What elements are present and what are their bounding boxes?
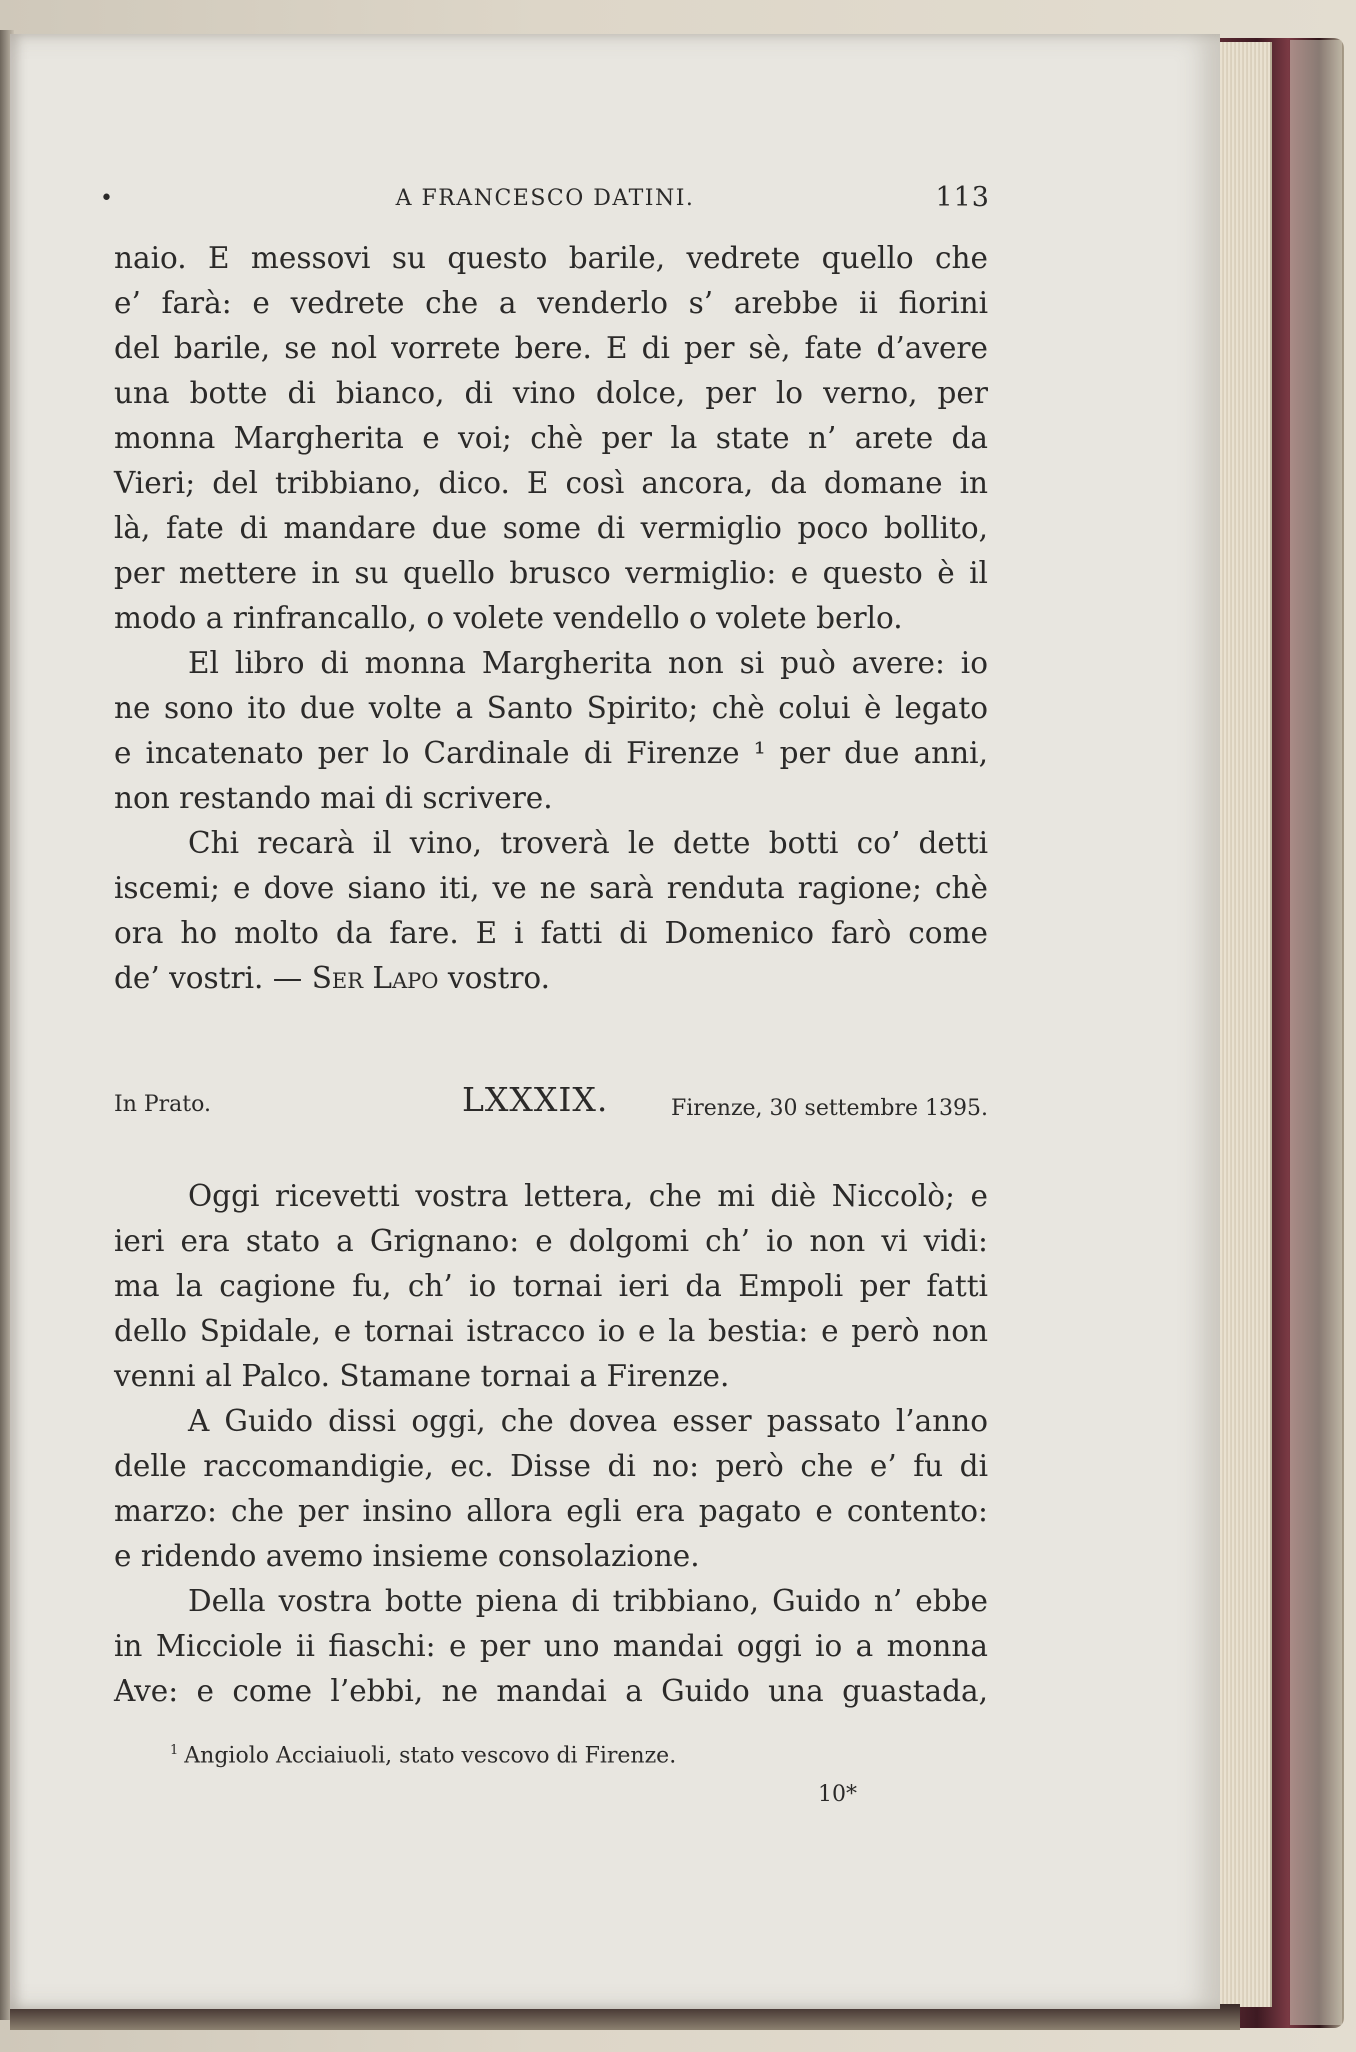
letter-heading: [114, 1080, 988, 1128]
signoff-line: [114, 956, 988, 1001]
signature-mark: 10*: [818, 1782, 857, 1807]
text-line: in Micciole ii fiaschi: e per uno mandai oggi io a monna: [114, 1629, 988, 1663]
text-line: e ridendo avemo insieme consolazione.: [114, 1539, 700, 1573]
text-line: modo a rinfrancallo, o volete vendello o volete berlo.: [114, 601, 903, 635]
letter-place: In Prato.: [114, 1092, 211, 1117]
footnote: [170, 1743, 676, 1768]
book-cover-cloth: [1290, 40, 1342, 2025]
text-line: monna Margherita e voi; chè per la state n’ arete da: [114, 421, 988, 455]
text-line: e’ farà: e vedrete che a venderlo s’ arebbe ii fiorini: [114, 286, 988, 320]
text-line: e incatenato per lo Cardinale di Firenze ¹ per due anni,: [114, 736, 988, 770]
signoff-name: Ser Lapo: [311, 961, 439, 995]
text-line: Oggi ricevetti vostra lettera, che mi diè Niccolò; e: [188, 1179, 988, 1213]
text-line: Ave: e come l’ebbi, ne mandai a Guido una guastada,: [114, 1674, 988, 1708]
running-header: [100, 182, 990, 220]
text-line: ne sono ito due volte a Santo Spirito; chè colui è legato: [114, 691, 988, 725]
running-title: A FRANCESCO DATINI.: [395, 186, 695, 211]
text-line: marzo: che per insino allora egli era pagato e contento:: [114, 1494, 988, 1528]
text-line: venni al Palco. Stamane tornai a Firenze.: [114, 1359, 730, 1393]
text-line: Della vostra botte piena di tribbiano, Guido n’ ebbe: [188, 1584, 988, 1618]
signoff-suffix: vostro.: [438, 961, 551, 995]
text-line: non restando mai di scrivere.: [114, 781, 553, 815]
text-line: per mettere in su quello brusco vermiglio: e questo è il: [114, 556, 988, 590]
letter-body-continued: [114, 236, 988, 956]
text-line: A Guido dissi oggi, che dovea esser passato l’anno: [188, 1404, 988, 1438]
footnote-text: Angiolo Acciaiuoli, stato vescovo di Firenze.: [184, 1743, 677, 1769]
text-line: del barile, se nol vorrete bere. E di per sè, fate d’avere: [114, 331, 988, 365]
header-bullet: •: [100, 186, 114, 211]
text-line: ma la cagione fu, ch’ io tornai ieri da Empoli per fatti: [114, 1269, 988, 1303]
text-line: una botte di bianco, di vino dolce, per lo verno, per: [114, 376, 988, 410]
text-line: delle raccomandigie, ec. Disse di no: però che e’ fu di: [114, 1449, 988, 1483]
text-line: naio. E messovi su questo barile, vedrete quello che: [114, 241, 988, 275]
text-line: ieri era stato a Grignano: e dolgomi ch’ io non vi vidi:: [114, 1224, 988, 1258]
text-line: Chi recarà il vino, troverà le dette botti co’ detti: [188, 826, 988, 860]
letter-body: [114, 1174, 988, 1714]
letter-date: Firenze, 30 settembre 1395.: [670, 1096, 988, 1121]
text-line: Vieri; del tribbiano, dico. E così ancora, da domane in: [114, 466, 988, 500]
text-line: là, fate di mandare due some di vermiglio poco bollito,: [114, 511, 988, 545]
text-line: iscemi; e dove siano iti, ve ne sarà renduta ragione; chè: [114, 871, 988, 905]
text-line: ora ho molto da fare. E i fatti di Domenico farò come: [114, 916, 988, 950]
page-number: 113: [935, 182, 990, 213]
letter-number: LXXXIX.: [462, 1080, 609, 1119]
signoff-prefix: de’ vostri. —: [114, 961, 312, 995]
text-line: dello Spidale, e tornai istracco io e la bestia: e però non: [114, 1314, 988, 1348]
text-line: El libro di monna Margherita non si può avere: io: [188, 646, 988, 680]
signoff-block: [114, 956, 988, 1001]
footnote-mark: 1: [170, 1743, 179, 1758]
